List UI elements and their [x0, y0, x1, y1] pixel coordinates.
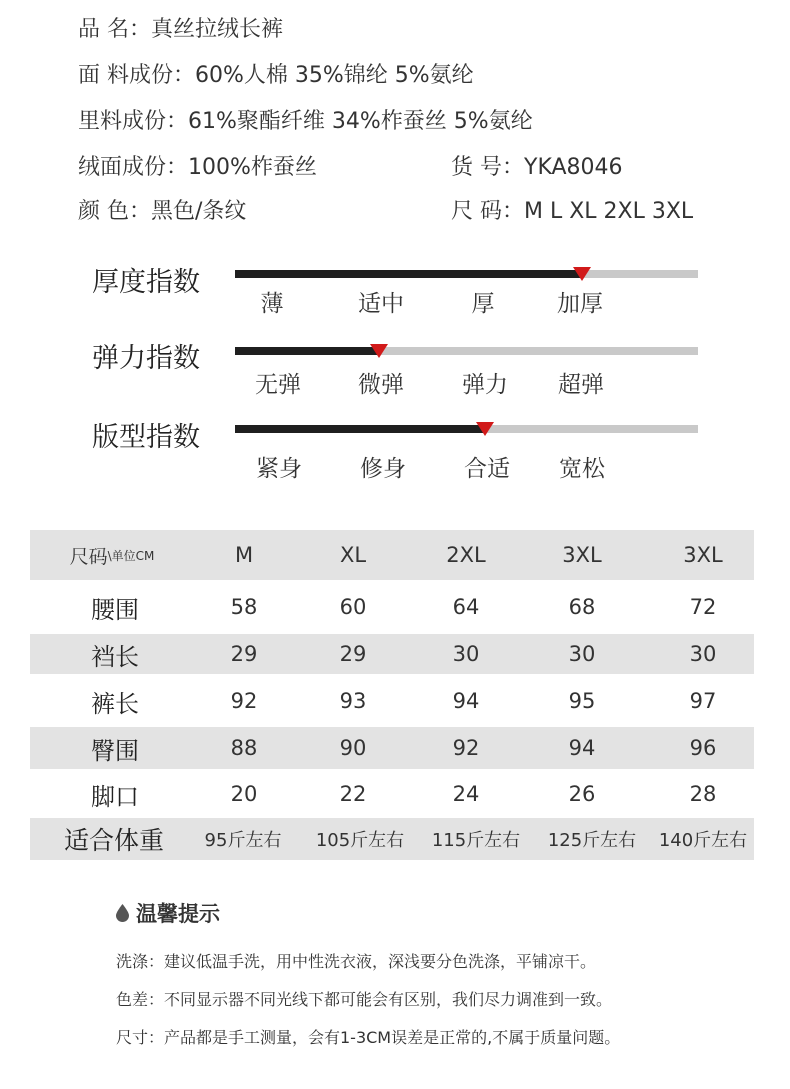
size-table-header-label — [70, 530, 155, 580]
row-label: 腰围 — [91, 595, 139, 624]
table-cell: 68 — [568, 595, 596, 619]
product-name-line — [78, 12, 283, 43]
thickness-level-3: 厚 — [471, 291, 495, 317]
table-cell: 96 — [689, 736, 717, 760]
table-cell: 64 — [452, 595, 480, 619]
table-cell: 58 — [230, 595, 258, 619]
tips-title: 温馨提示 — [136, 902, 220, 926]
size-col-header: M — [234, 543, 254, 567]
elasticity-index-title: 弹力指数 — [92, 343, 200, 374]
lining-fabric-value: 61%聚酯纤维 34%柞蚕丝 5%氨纶 — [188, 109, 533, 134]
pile-fabric-value: 100%柞蚕丝 — [188, 155, 317, 180]
table-cell: 20 — [230, 782, 258, 806]
table-cell: 94 — [452, 689, 480, 713]
size-col-header: 2XL — [446, 543, 486, 567]
elasticity-index-fill — [235, 347, 379, 355]
pile-fabric-line — [78, 150, 317, 181]
table-cell: 92 — [452, 736, 480, 760]
size-value: M L XL 2XL 3XL — [524, 199, 694, 224]
header-label-text: 尺码 — [69, 545, 108, 568]
size-line — [451, 194, 693, 225]
fit-level-3: 合适 — [464, 456, 510, 482]
elasticity-level-1: 无弹 — [255, 372, 301, 398]
table-cell: 72 — [689, 595, 717, 619]
table-cell: 26 — [568, 782, 596, 806]
pile-fabric-label: 绒面成份： — [78, 155, 189, 180]
table-cell: 24 — [452, 782, 480, 806]
fit-index-title: 版型指数 — [92, 422, 200, 453]
table-row — [30, 582, 754, 632]
table-cell: 140斤左右 — [658, 830, 748, 851]
fit-level-4: 宽松 — [559, 456, 605, 482]
thickness-level-1: 薄 — [260, 291, 284, 317]
table-cell: 105斤左右 — [315, 830, 405, 851]
thickness-index-title: 厚度指数 — [92, 267, 200, 298]
table-cell: 30 — [452, 642, 480, 666]
table-cell: 28 — [689, 782, 717, 806]
shell-fabric-line — [78, 58, 474, 89]
row-label: 适合体重 — [63, 826, 165, 855]
size-table-header — [30, 530, 754, 580]
size-col-header: 3XL — [683, 543, 723, 567]
color-line — [78, 194, 246, 225]
table-row — [30, 772, 754, 816]
table-cell: 94 — [568, 736, 596, 760]
table-cell: 22 — [339, 782, 367, 806]
shell-fabric-value: 60%人棉 35%锦纶 5%氨纶 — [195, 63, 474, 88]
table-cell: 92 — [230, 689, 258, 713]
table-cell: 30 — [568, 642, 596, 666]
table-cell: 115斤左右 — [431, 830, 521, 851]
item-number-line — [451, 150, 623, 181]
tip-washing: 洗涤：建议低温手洗，用中性洗衣液，深浅要分色洗涤，平铺凉干。 — [116, 952, 597, 971]
size-label: 尺 码： — [451, 199, 524, 224]
water-drop-icon — [116, 904, 129, 922]
elasticity-level-4: 超弹 — [558, 372, 604, 398]
fit-index-bar — [235, 425, 698, 433]
tip-size: 尺寸：产品都是手工测量，会有1-3CM误差是正常的,不属于质量问题。 — [116, 1028, 621, 1047]
elasticity-index-bar — [235, 347, 698, 355]
table-cell: 125斤左右 — [547, 830, 637, 851]
table-cell: 29 — [339, 642, 367, 666]
table-cell: 88 — [230, 736, 258, 760]
fit-index-fill — [235, 425, 485, 433]
table-cell: 60 — [339, 595, 367, 619]
table-cell: 30 — [689, 642, 717, 666]
color-label: 颜 色： — [78, 199, 151, 224]
shell-fabric-label: 面 料成份： — [78, 63, 195, 88]
table-cell: 93 — [339, 689, 367, 713]
table-cell: 95斤左右 — [204, 830, 282, 851]
product-name-value: 真丝拉绒长裤 — [151, 17, 284, 42]
row-label: 脚口 — [91, 782, 139, 811]
item-number-value: YKA8046 — [524, 155, 623, 180]
row-label: 裆长 — [91, 642, 139, 671]
fit-level-2: 修身 — [360, 456, 406, 482]
table-cell: 90 — [339, 736, 367, 760]
elasticity-level-3: 弹力 — [462, 372, 508, 398]
thickness-level-2: 适中 — [358, 291, 404, 317]
thickness-index-marker — [573, 267, 591, 281]
thickness-index-fill — [235, 270, 582, 278]
table-cell: 29 — [230, 642, 258, 666]
product-name-label: 品 名： — [78, 17, 151, 42]
thickness-level-4: 加厚 — [557, 291, 603, 317]
item-number-label: 货 号： — [451, 155, 524, 180]
size-col-header: 3XL — [562, 543, 602, 567]
tip-color-difference: 色差：不同显示器不同光线下都可能会有区别，我们尽力调准到一致。 — [116, 990, 613, 1009]
row-label: 臀围 — [91, 736, 139, 765]
table-row — [30, 727, 754, 769]
header-unit-text: \单位CM — [107, 548, 155, 563]
fit-level-1: 紧身 — [256, 456, 302, 482]
lining-fabric-label: 里料成份： — [78, 109, 189, 134]
table-row — [30, 678, 754, 724]
table-cell: 97 — [689, 689, 717, 713]
table-row-weight — [30, 818, 754, 860]
elasticity-level-2: 微弹 — [358, 372, 404, 398]
size-col-header: XL — [339, 543, 367, 567]
table-row — [30, 634, 754, 674]
elasticity-index-marker — [370, 344, 388, 358]
thickness-index-bar — [235, 270, 698, 278]
fit-index-marker — [476, 422, 494, 436]
row-label: 裤长 — [91, 689, 139, 718]
color-value: 黑色/条纹 — [151, 199, 247, 224]
lining-fabric-line — [78, 104, 533, 135]
table-cell: 95 — [568, 689, 596, 713]
